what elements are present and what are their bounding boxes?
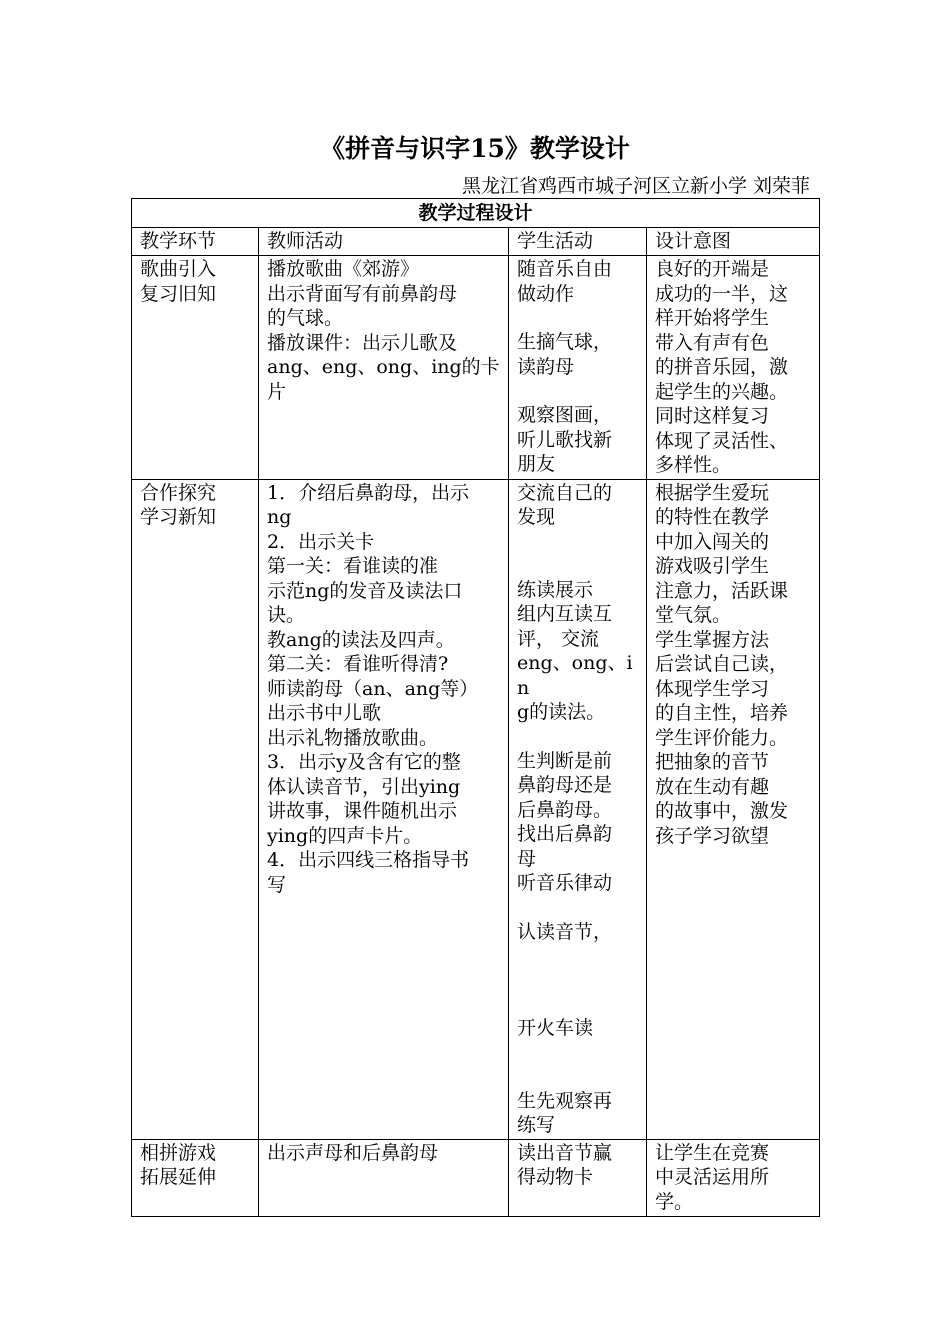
cell-intent [647, 479, 820, 1139]
cell-line: 成功的一半，这 [655, 282, 789, 305]
cell-line [517, 554, 638, 578]
cell-line: 带入有声有色 [655, 331, 770, 354]
cell-line: 第二关：看谁听得清? [267, 653, 449, 675]
cell-line: 复习旧知 [140, 282, 217, 305]
cell-line [517, 725, 638, 749]
cell-line: 让学生在竞赛 [655, 1141, 770, 1164]
cell-line: 放在生动有趣 [655, 775, 770, 798]
cell-line [517, 1041, 638, 1065]
cell-line: ang、eng、ong、ing的卡 [267, 356, 500, 378]
cell-line: 出示书中儿歌 [267, 702, 382, 724]
cell-line: 认读音节， [517, 920, 613, 943]
cell-line: ng [267, 506, 292, 528]
cell-line: 的气球。 [267, 307, 344, 329]
cell-line: 1．介绍后鼻韵母，出示 [267, 481, 470, 504]
cell-line: 游戏吸引学生 [655, 555, 770, 577]
cell-line: 同时这样复习 [655, 405, 770, 427]
cell-line: 朋友 [517, 453, 556, 475]
header-teacher: 教师活动 [259, 228, 509, 256]
cell-line: 教ang的读法及四声。 [267, 628, 455, 651]
cell-line: 合作探究 [140, 481, 217, 504]
cell-line: ying的四声卡片。 [267, 824, 423, 847]
cell-line: 得动物卡 [517, 1166, 594, 1188]
cell-line: 出示声母和后鼻韵母 [267, 1141, 439, 1164]
table-band-row [132, 199, 820, 228]
cell-line: g的读法。 [517, 701, 606, 723]
cell-line: 评， 交流 [517, 627, 600, 650]
cell-line: 发现 [517, 506, 556, 528]
cell-line: 练读展示 [517, 578, 594, 601]
cell-teacher [259, 479, 509, 1139]
cell-line: 2．出示关卡 [267, 530, 375, 553]
cell-line: 拓展延伸 [140, 1166, 217, 1188]
cell-line: eng、ong、in [517, 652, 633, 699]
cell-line: 学习新知 [140, 506, 217, 528]
cell-line: 样开始将学生 [655, 307, 770, 329]
cell-line: 4．出示四线三格指导书 [267, 849, 470, 871]
cell-line: 多样性。 [655, 454, 732, 476]
cell-line [517, 306, 638, 330]
cell-line: 诀。 [267, 604, 306, 626]
cell-line: 生判断是前 [517, 749, 613, 772]
teaching-process-table [131, 198, 820, 1217]
cell-line: 找出后鼻韵 [517, 823, 613, 845]
cell-student [509, 1139, 647, 1216]
cell-line: 听音乐律动 [517, 872, 613, 894]
cell-line: 的故事中，激发 [655, 800, 789, 822]
cell-line [517, 530, 638, 554]
cell-line: 体认读音节，引出ying [267, 775, 461, 798]
cell-line: 把抽象的音节 [655, 751, 770, 773]
cell-line: 做动作 [517, 282, 575, 305]
cell-line: 出示背面写有前鼻韵母 [267, 282, 458, 305]
cell-line: 生摘气球， [517, 331, 613, 353]
cell-stage [132, 1139, 259, 1216]
cell-line: 鼻韵母还是 [517, 774, 613, 796]
cell-line: 写 [267, 873, 287, 896]
cell-line: 的特性在教学 [655, 506, 770, 528]
cell-line: 起学生的兴趣。 [655, 380, 789, 403]
cell-student [509, 479, 647, 1139]
cell-line: 注意力，活跃课 [655, 579, 789, 602]
table-header-row [132, 228, 820, 256]
cell-line: 相拼游戏 [140, 1141, 217, 1164]
cell-line: 学生掌握方法 [655, 628, 770, 651]
cell-line: 组内互读互 [517, 603, 613, 625]
cell-line [517, 379, 638, 403]
cell-line: 讲故事，课件随机出示 [267, 800, 458, 822]
table-row [132, 479, 820, 1139]
cell-line [517, 992, 638, 1016]
cell-line [517, 968, 638, 992]
cell-stage [132, 256, 259, 480]
cell-line: 学生评价能力。 [655, 726, 789, 749]
cell-line: 示范ng的发音及读法口 [267, 579, 463, 602]
cell-line: 读出音节赢 [517, 1141, 613, 1164]
cell-line: 第一关：看谁读的准 [267, 555, 439, 577]
cell-line: 3．出示y及含有它的整 [267, 751, 461, 773]
cell-line: 的拼音乐园，激 [655, 356, 789, 378]
cell-line: 根据学生爱玩 [655, 481, 770, 504]
header-stage: 教学环节 [132, 228, 259, 256]
cell-line: 歌曲引入 [140, 258, 217, 280]
cell-teacher [259, 256, 509, 480]
cell-line: 的自主性，培养 [655, 702, 789, 724]
cell-line: 中灵活运用所 [655, 1166, 770, 1188]
cell-line: 播放课件：出示儿歌及 [267, 331, 458, 354]
cell-line: 体现了灵活性、 [655, 429, 789, 452]
cell-line [517, 896, 638, 920]
cell-line: 观察图画， [517, 404, 613, 426]
cell-stage [132, 479, 259, 1139]
cell-line: 学。 [655, 1190, 694, 1213]
table-band-title: 教学过程设计 [132, 199, 820, 228]
header-student: 学生活动 [509, 228, 647, 256]
cell-line: 师读韵母（an、ang等） [267, 677, 479, 700]
cell-line [517, 1065, 638, 1089]
cell-teacher [259, 1139, 509, 1216]
cell-line: 开火车读 [517, 1017, 594, 1039]
cell-line: 听儿歌找新 [517, 428, 613, 451]
header-intent: 设计意图 [647, 228, 820, 256]
cell-line: 后鼻韵母。 [517, 798, 613, 821]
cell-line: 良好的开端是 [655, 258, 770, 280]
cell-line: 生先观察再 [517, 1089, 613, 1112]
cell-line: 练写 [517, 1114, 556, 1136]
cell-intent [647, 1139, 820, 1216]
cell-line: 片 [267, 380, 287, 403]
cell-line: 后尝试自己读， [655, 653, 789, 675]
cell-line: 母 [517, 847, 537, 870]
cell-line: 读韵母 [517, 355, 575, 378]
cell-line: 出示礼物播放歌曲。 [267, 726, 439, 749]
cell-line: 中加入闯关的 [655, 530, 770, 553]
table-row [132, 1139, 820, 1216]
cell-line [517, 944, 638, 968]
cell-line: 堂气氛。 [655, 604, 732, 626]
cell-line: 体现学生学习 [655, 677, 770, 700]
table-row [132, 256, 820, 480]
cell-intent [647, 256, 820, 480]
cell-student [509, 256, 647, 480]
cell-line: 播放歌曲《郊游》 [267, 258, 420, 280]
cell-line: 交流自己的 [517, 481, 613, 504]
cell-line: 孩子学习欲望 [655, 824, 770, 847]
author-line: 黑龙江省鸡西市城子河区立新小学 刘荣菲 [461, 175, 810, 197]
cell-line: 随音乐自由 [517, 258, 613, 280]
document-title: 《拼音与识字15》教学设计 [320, 134, 630, 163]
